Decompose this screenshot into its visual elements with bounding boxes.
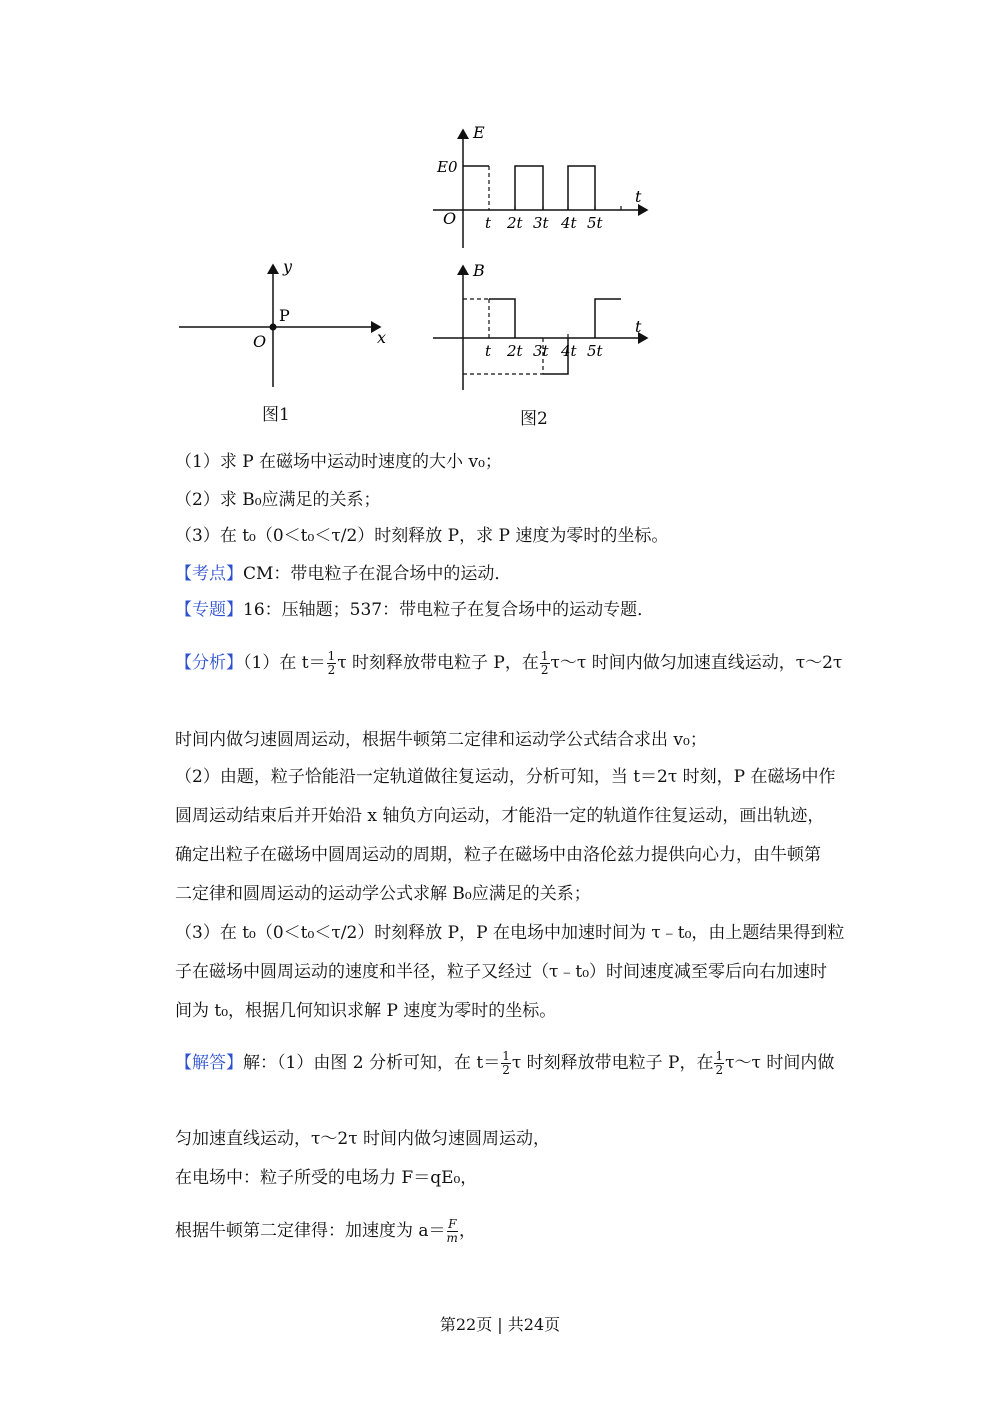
b-axis-label: B <box>473 261 485 280</box>
half-fraction: $\frac{1}{2}$ <box>327 649 336 677</box>
analysis-p2-2: 圆周运动结束后并开始沿 x 轴负方向运动，才能沿一定的轨道作往复运动，画出轨迹， <box>175 806 825 826</box>
question-1: （1）求 P 在磁场中运动时速度的大小 v₀； <box>175 452 502 472</box>
coordinate-figure <box>175 255 395 395</box>
b-field-graph <box>425 258 665 393</box>
e-field-graph <box>425 120 665 255</box>
b-tick-label: 5t <box>587 342 603 360</box>
jieda-line-3: 在电场中：粒子所受的电场力 F＝qE₀， <box>175 1168 478 1188</box>
analysis-p2-1: （2）由题，粒子恰能沿一定轨道做往复运动，分析可知，当 t＝2τ 时刻，P 在磁场中作 <box>175 767 836 787</box>
kaodian-text: CM：带电粒子在混合场中的运动． <box>243 564 512 584</box>
point-p-dot <box>270 324 277 331</box>
analysis-p2-3: 确定出粒子在磁场中圆周运动的周期，粒子在磁场中由洛伦兹力提供向心力，由牛顿第 <box>175 845 821 865</box>
b-positive-pulse-2 <box>595 299 621 338</box>
e-axis-label: E <box>473 123 485 142</box>
e-tick-label: 4t <box>561 214 577 232</box>
analysis-p3-1: （3）在 t₀（0＜t₀＜τ/2）时刻释放 P，P 在电场中加速时间为 τ﹣t₀，由上题结果得到粒 <box>175 923 845 943</box>
jieda-line-1: 【解答】解：（1）由图 2 分析可知，在 t＝ $\frac{1}{2}$ τ 时刻释放带电粒子 P，在 $\frac{1}{2}$ τ～τ 时间内做 <box>175 1049 835 1077</box>
point-p-label: P <box>279 306 290 325</box>
origin-label: O <box>253 332 267 351</box>
half-fraction: $\frac{1}{2}$ <box>715 1049 724 1077</box>
fenxi-line-2: 时间内做匀速圆周运动，根据牛顿第二定律和运动学公式结合求出 v₀； <box>175 730 707 750</box>
b-axis-t-label: t <box>635 317 642 336</box>
jieda-line-4: 根据牛顿第二定律得：加速度为 a＝ $\frac{F}{m}$ ， <box>175 1217 476 1245</box>
zhuanti-line <box>175 598 654 622</box>
e-tick-label: 2t <box>507 214 523 232</box>
question-2: （2）求 B₀应满足的关系； <box>175 490 381 510</box>
x-axis-label: x <box>377 328 387 347</box>
analysis-p3-2: 子在磁场中圆周运动的速度和半径，粒子又经过（τ﹣t₀）时间速度减至零后向右加速时 <box>175 962 828 982</box>
half-fraction: $\frac{1}{2}$ <box>502 1049 510 1077</box>
half-fraction: $\frac{1}{2}$ <box>540 649 549 677</box>
kaodian-tag: 【考点】 <box>175 564 243 584</box>
figure-2-caption: 图2 <box>520 409 548 429</box>
kaodian-line <box>175 562 511 586</box>
e-origin-label: O <box>443 209 457 228</box>
jieda-tag: 【解答】 <box>175 1053 243 1073</box>
e-pulse-waveform <box>463 166 595 210</box>
e-axis-t-label: t <box>635 187 642 206</box>
y-axis-label: y <box>283 257 293 276</box>
page-footer: 第22页 | 共24页 <box>439 1315 561 1334</box>
zhuanti-tag: 【专题】 <box>175 600 243 620</box>
b-tick-label: 4t <box>561 342 577 360</box>
b-tick-label: t <box>485 342 492 360</box>
e-tick-label: 3t <box>533 214 549 232</box>
analysis-p2-4: 二定律和圆周运动的运动学公式求解 B₀应满足的关系； <box>175 884 591 904</box>
fenxi-tag: 【分析】 <box>175 653 243 673</box>
b-tick-label: 2t <box>507 342 523 360</box>
analysis-p3-3: 间为 t₀，根据几何知识求解 P 速度为零时的坐标。 <box>175 1001 557 1021</box>
figure-1-caption: 图1 <box>262 405 290 425</box>
e-tick-label: 5t <box>587 214 603 232</box>
e-tick-label: t <box>485 214 492 232</box>
f-over-m-fraction: $\frac{F}{m}$ <box>446 1217 458 1245</box>
b-tick-label: 3t <box>533 342 549 360</box>
jieda-line-2: 匀加速直线运动，τ～2τ 时间内做匀速圆周运动， <box>175 1129 551 1149</box>
fenxi-line-1: 【分析】（1）在 t＝ $\frac{1}{2}$ τ 时刻释放带电粒子 P，在 $\frac{1}{2}$ τ～τ 时间内做匀加速直线运动，τ～2τ <box>175 649 843 677</box>
zhuanti-text: 16：压轴题；537：带电粒子在复合场中的运动专题． <box>243 600 655 620</box>
e-level-label: E0 <box>437 158 458 176</box>
b-positive-pulse <box>489 299 515 338</box>
question-3: （3）在 t₀（0＜t₀＜τ/2）时刻释放 P，求 P 速度为零时的坐标。 <box>175 526 669 546</box>
